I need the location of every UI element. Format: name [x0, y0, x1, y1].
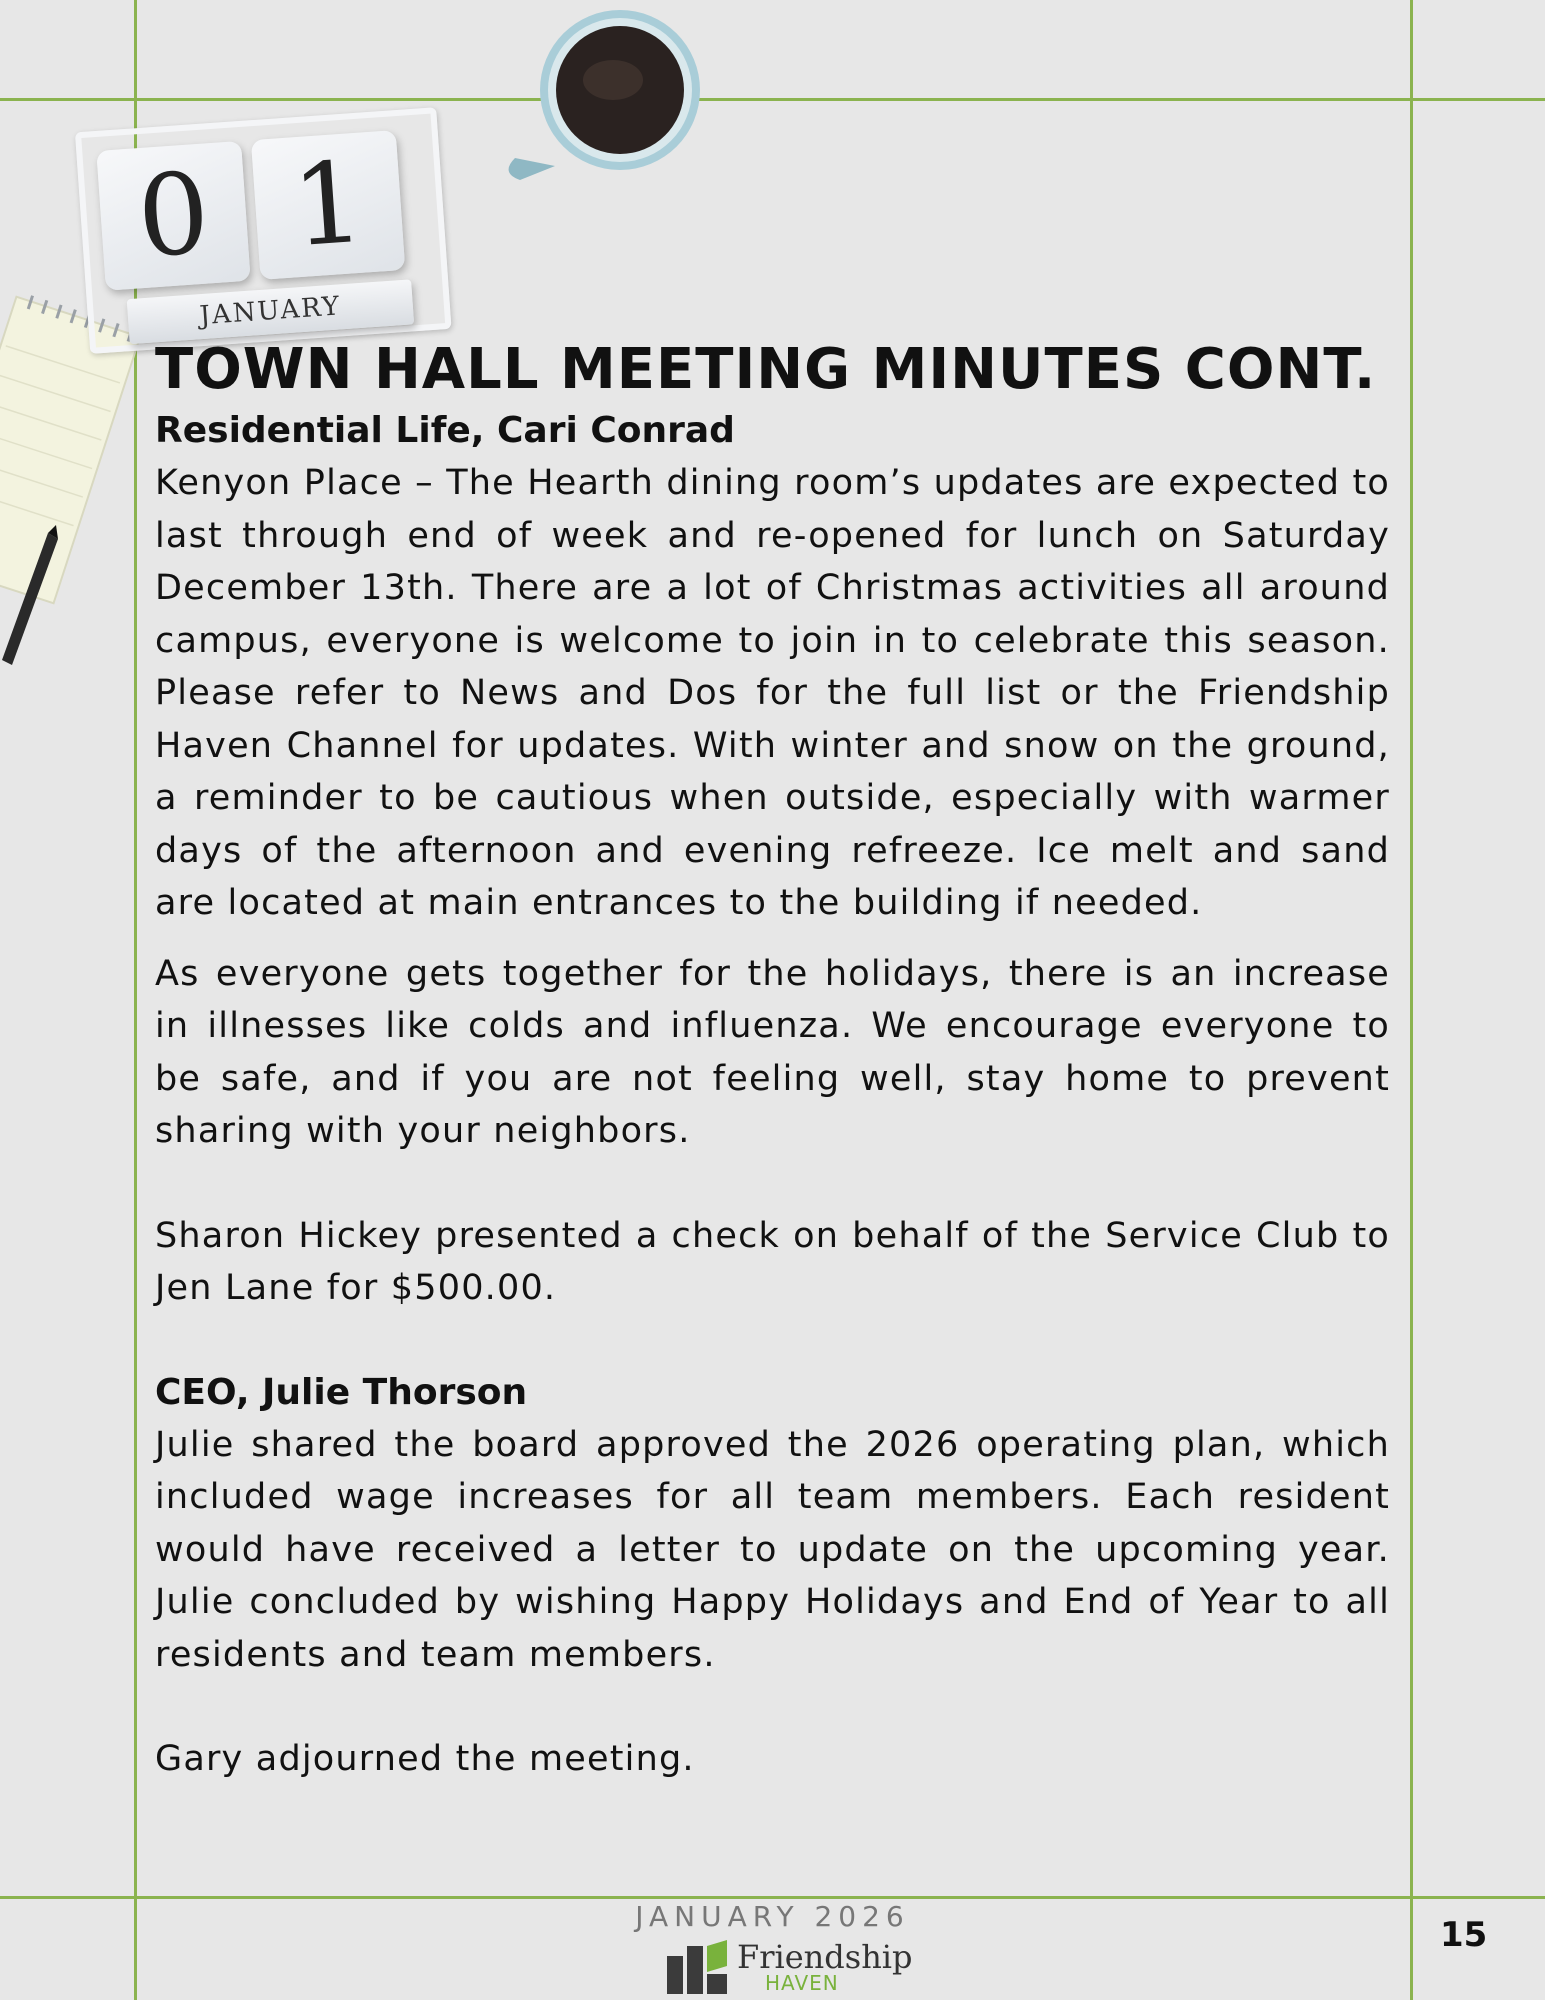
section-heading: Residential Life, Cari Conrad [155, 410, 735, 451]
logo-subtitle: HAVEN [765, 1971, 839, 1995]
section-heading: CEO, Julie Thorson [155, 1371, 528, 1413]
frame-line-top [0, 98, 1545, 101]
paragraph: Kenyon Place – The Hearth dining room’s updates are expected to last through end of week and re-opened for lunch on Saturday December 13th. There are a lot of Christmas activities all around campus, everyone is welcome to join in to celebrate this season. Please refer to News and Dos for the full list or the Friendship Haven Channel for updates. With winter and snow on the ground, a reminder to be cautious when outside, especially with warmer days of the afternoon and evening refreeze. Ice melt and sand are located at main entrances to the building if needed. [155, 463, 1390, 923]
paragraph: Sharon Hickey presented a check on behalf of the Service Club to Jen Lane for $500.00. [155, 1215, 1390, 1308]
paragraph: Julie shared the board approved the 2026 operating plan, which included wage increases for all team members. Each resident would have received a letter to update on the upcoming year. Julie concluded by wishing Happy Holidays and End of Year to all residents and team members. [155, 1424, 1390, 1675]
friendship-haven-logo [665, 1938, 913, 1998]
logo-name: Friendship [737, 1938, 913, 1976]
calendar-digit-block: 1 [251, 130, 405, 280]
page-title: TOWN HALL MEETING MINUTES CONT. [155, 337, 1377, 402]
paragraph: As everyone gets together for the holidays, there is an increase in illnesses like colds and influenza. We encourage everyone to be safe, and if you are not feeling well, stay home to prevent sharing with your neighbors. [155, 953, 1390, 1151]
coffee-mug-illustration [495, 8, 710, 188]
logo-mark-icon [665, 1940, 731, 1996]
paragraph: Gary adjourned the meeting. [155, 1739, 695, 1779]
calendar-month-label: JANUARY [127, 279, 414, 344]
calendar-digit-block: 0 [96, 141, 250, 291]
pencil-illustration [0, 525, 70, 670]
calendar-illustration [64, 97, 449, 357]
frame-line-bottom [0, 1896, 1545, 1899]
frame-line-right [1410, 0, 1413, 2000]
article [155, 335, 1390, 1786]
footer-issue-date: JANUARY 2026 [635, 1900, 910, 1933]
page-number: 15 [1440, 1915, 1488, 1955]
